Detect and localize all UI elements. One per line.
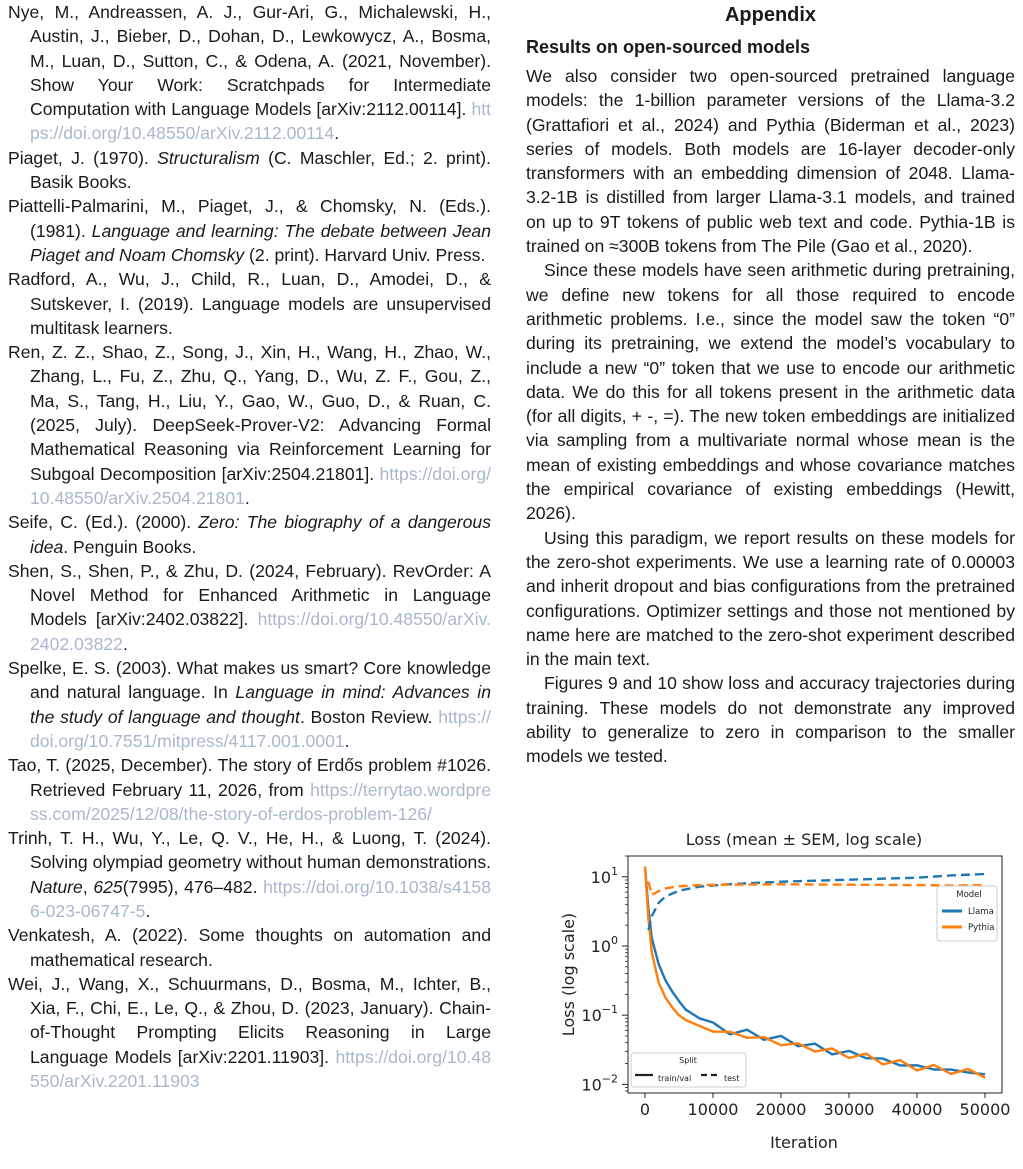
reference-text: Piaget, J. (1970). (8, 147, 158, 168)
appendix-paragraph: Using this paradigm, we report results on these models for the zero-shot experiments. We use a learning rate of 0.00003 and inherit dropout and bias configurations from the pretrained configurations. Optimizer settings and those not mentioned by name here are matched to the zero-shot experiment described in the main text. (526, 527, 1015, 670)
legend-label: train/val (658, 1074, 692, 1083)
reference-text: . Boston Review. (299, 706, 439, 727)
y-tick-label: $10^1$ (590, 864, 618, 887)
reference-link[interactable]: https://doi.org/10.7551/mitpress/4117.001.0001 (30, 706, 491, 751)
reference-title: Structuralism (157, 147, 260, 168)
loss-chart (540, 828, 1010, 1158)
reference-text: . (122, 633, 128, 654)
x-tick-label: 30000 (823, 1100, 875, 1119)
reference-text: Nye, M., Andreassen, A. J., Gur-Ari, G., Michalewski, H., Austin, J., Bieber, D., Dohan, D., Lewkowycz, A., Bosma, M., Luan, D., Sutton, C., & Odena, A. (2021, November). Show Your Work: Scratchpads for Intermediate Computation with Language Models [arXiv:2112.00114]. (8, 2, 491, 120)
llama-test-line (648, 874, 985, 930)
appendix-column (526, 0, 1015, 769)
reference-text: Piattelli-Palmarini, M., Piaget, J., & Chomsky, N. (Eds.). (1981). (8, 196, 491, 241)
split-legend-title: Split (679, 1056, 697, 1065)
reference-link[interactable]: https://doi.org/10.48550/arXiv.2112.00114 (30, 99, 491, 144)
reference-entry (8, 146, 491, 195)
loss-figure (540, 828, 1010, 1163)
appendix-paragraph: Figures 9 and 10 show loss and accuracy trajectories during training. These models do not demonstrate any improved ability to generalize to zero in comparison to the smaller models we tested. (526, 673, 1015, 767)
reference-text: Shen, S., Shen, P., & Zhu, D. (2024, February). RevOrder: A Novel Method for Enhanced Arithmetic in Language Models [arXiv:2402.03822]. (8, 560, 491, 630)
pythia-train-line (645, 867, 985, 1078)
legend-label: Llama (968, 907, 994, 917)
reference-entry (8, 0, 491, 146)
references-column (8, 0, 491, 1093)
pythia-test-line (648, 882, 985, 895)
reference-entry (8, 267, 491, 340)
x-tick-label: 40000 (891, 1100, 943, 1119)
reference-text: . (244, 487, 250, 508)
reference-text: Trinh, T. H., Wu, Y., Le, Q. V., He, H., & Luong, T. (2024). Solving olympiad geometry without human demonstrations. (8, 828, 491, 873)
section-heading: Results on open-sourced models (526, 37, 811, 57)
appendix-title: Appendix (724, 4, 817, 26)
y-tick-label: $10^{-2}$ (581, 1072, 618, 1095)
model-legend-title: Model (956, 890, 982, 900)
x-tick-label: 20000 (755, 1100, 807, 1119)
x-tick-label: 10000 (687, 1100, 739, 1119)
llama-train-line (645, 867, 985, 1075)
reference-text: Venkatesh, A. (2022). Some thoughts on automation and mathematical research. (8, 925, 491, 970)
x-tick-label: 0 (639, 1100, 651, 1119)
x-tick-label: 50000 (959, 1100, 1010, 1119)
reference-entry (8, 559, 491, 656)
reference-entry (8, 656, 491, 753)
reference-text: (2. print). Harvard Univ. Press. (244, 244, 486, 265)
reference-entry (8, 972, 491, 1093)
y-tick-label: $10^{-1}$ (581, 1003, 618, 1026)
reference-text: Radford, A., Wu, J., Child, R., Luan, D., Amodei, D., & Sutskever, I. (2019). Language models are unsupervised multitask learners. (8, 269, 491, 338)
reference-link[interactable]: https://doi.org/10.1038/s41586-023-06747-5 (30, 876, 492, 921)
reference-text: Wei, J., Wang, X., Schuurmans, D., Bosma, M., Ichter, B., Xia, F., Chi, E., Le, Q., & Zhou, D. (2023, January). Chain-of-Thought Prompting Elicits Reasoning in Large Language Models [arXiv:2201.11903]. (8, 973, 491, 1067)
reference-text: Tao, T. (2025, December). The story of Erdős problem #1026. Retrieved February 11, 2026, from (8, 755, 491, 800)
reference-link[interactable]: https://terrytao.wordpress.com/2025/12/08/the-story-of-erdos-problem-126/ (30, 779, 491, 824)
reference-link[interactable]: https://doi.org/10.48550/arXiv.2402.03822 (30, 609, 491, 654)
reference-entry (8, 923, 491, 972)
y-tick-label: $10^0$ (590, 934, 618, 957)
reference-text: . (334, 123, 340, 144)
legend-label: Pythia (968, 923, 995, 933)
reference-entry (8, 340, 491, 510)
reference-title: Zero: The biography of a dangerous idea (30, 512, 491, 557)
chart-title: Loss (mean ± SEM, log scale) (685, 830, 923, 849)
y-axis-label: Loss (log scale) (559, 912, 578, 1037)
reference-text: Seife, C. (Ed.). (2000). (8, 512, 199, 533)
reference-entry (8, 510, 491, 559)
reference-title: Language and learning: The debate between Jean Piaget and Noam Chomsky (30, 220, 491, 265)
reference-link[interactable]: https://doi.org/10.48550/arXiv.2201.11903 (30, 1046, 491, 1092)
reference-link[interactable]: https://doi.org/10.48550/arXiv.2504.21801 (30, 463, 491, 508)
reference-text: (C. Maschler, Ed.; 2. print). Basik Books. (30, 147, 491, 193)
reference-text: . Penguin Books. (63, 536, 197, 557)
legend-label: test (724, 1074, 740, 1083)
reference-entry (8, 194, 491, 267)
appendix-paragraph: We also consider two open-sourced pretrained language models: the 1-billion parameter versions of the Llama-3.2 (Grattafiori et al., 2024) and Pythia (Biderman et al., 2023) series of models. Both models are 16-layer decoder-only transformers with an embedding dimension of 2048. Llama-3.2-1B is distilled from larger Llama-3.1 models, and trained on up to 9T tokens of public web text and code. Pythia-1B is trained on ≈300B tokens from The Pile (Gao et al., 2020). (526, 66, 1015, 257)
appendix-paragraph: Since these models have seen arithmetic during pretraining, we define new tokens for all those required to encode arithmetic problems. I.e., since the model saw the token “0” during its pretraining, we extend the model’s vocabulary to include a new “0” token that we use to encode our arithmetic data. We do this for all tokens present in the arithmetic data (for all digits, + -, =). The new token embeddings are initialized via sampling from a multivariate normal whose mean is the mean of existing embeddings and whose covariance matches the empirical covariance of existing embeddings (Hewitt, 2026). (526, 260, 1015, 524)
reference-title: Language in mind: Advances in the study of language and thought (30, 682, 491, 727)
x-axis-label: Iteration (770, 1133, 838, 1152)
reference-text: Ren, Z. Z., Shao, Z., Song, J., Xin, H., Wang, H., Zhao, W., Zhang, L., Fu, Z., Zhu, Q., Yang, D., Wu, Z. F., Gou, Z., Ma, S., Tang, H., Liu, Y., Gao, W., Guo, D., & Ruan, C. (2025, July). DeepSeek-Prover-V2: Advancing Formal Mathematical Reasoning via Reinforcement Learning for Subgoal Decomposition [arXiv:2504.21801]. (8, 342, 491, 484)
reference-volume: 625 (93, 876, 123, 897)
reference-text: Spelke, E. S. (2003). What makes us smart? Core knowledge and natural language. In (8, 658, 491, 703)
reference-title: Nature (30, 876, 83, 897)
reference-text: . (344, 730, 350, 751)
reference-entry (8, 753, 491, 826)
reference-text: (7995), 476–482. (122, 876, 264, 897)
reference-text: . (145, 900, 151, 921)
reference-text: , (82, 876, 94, 897)
reference-entry (8, 826, 491, 923)
